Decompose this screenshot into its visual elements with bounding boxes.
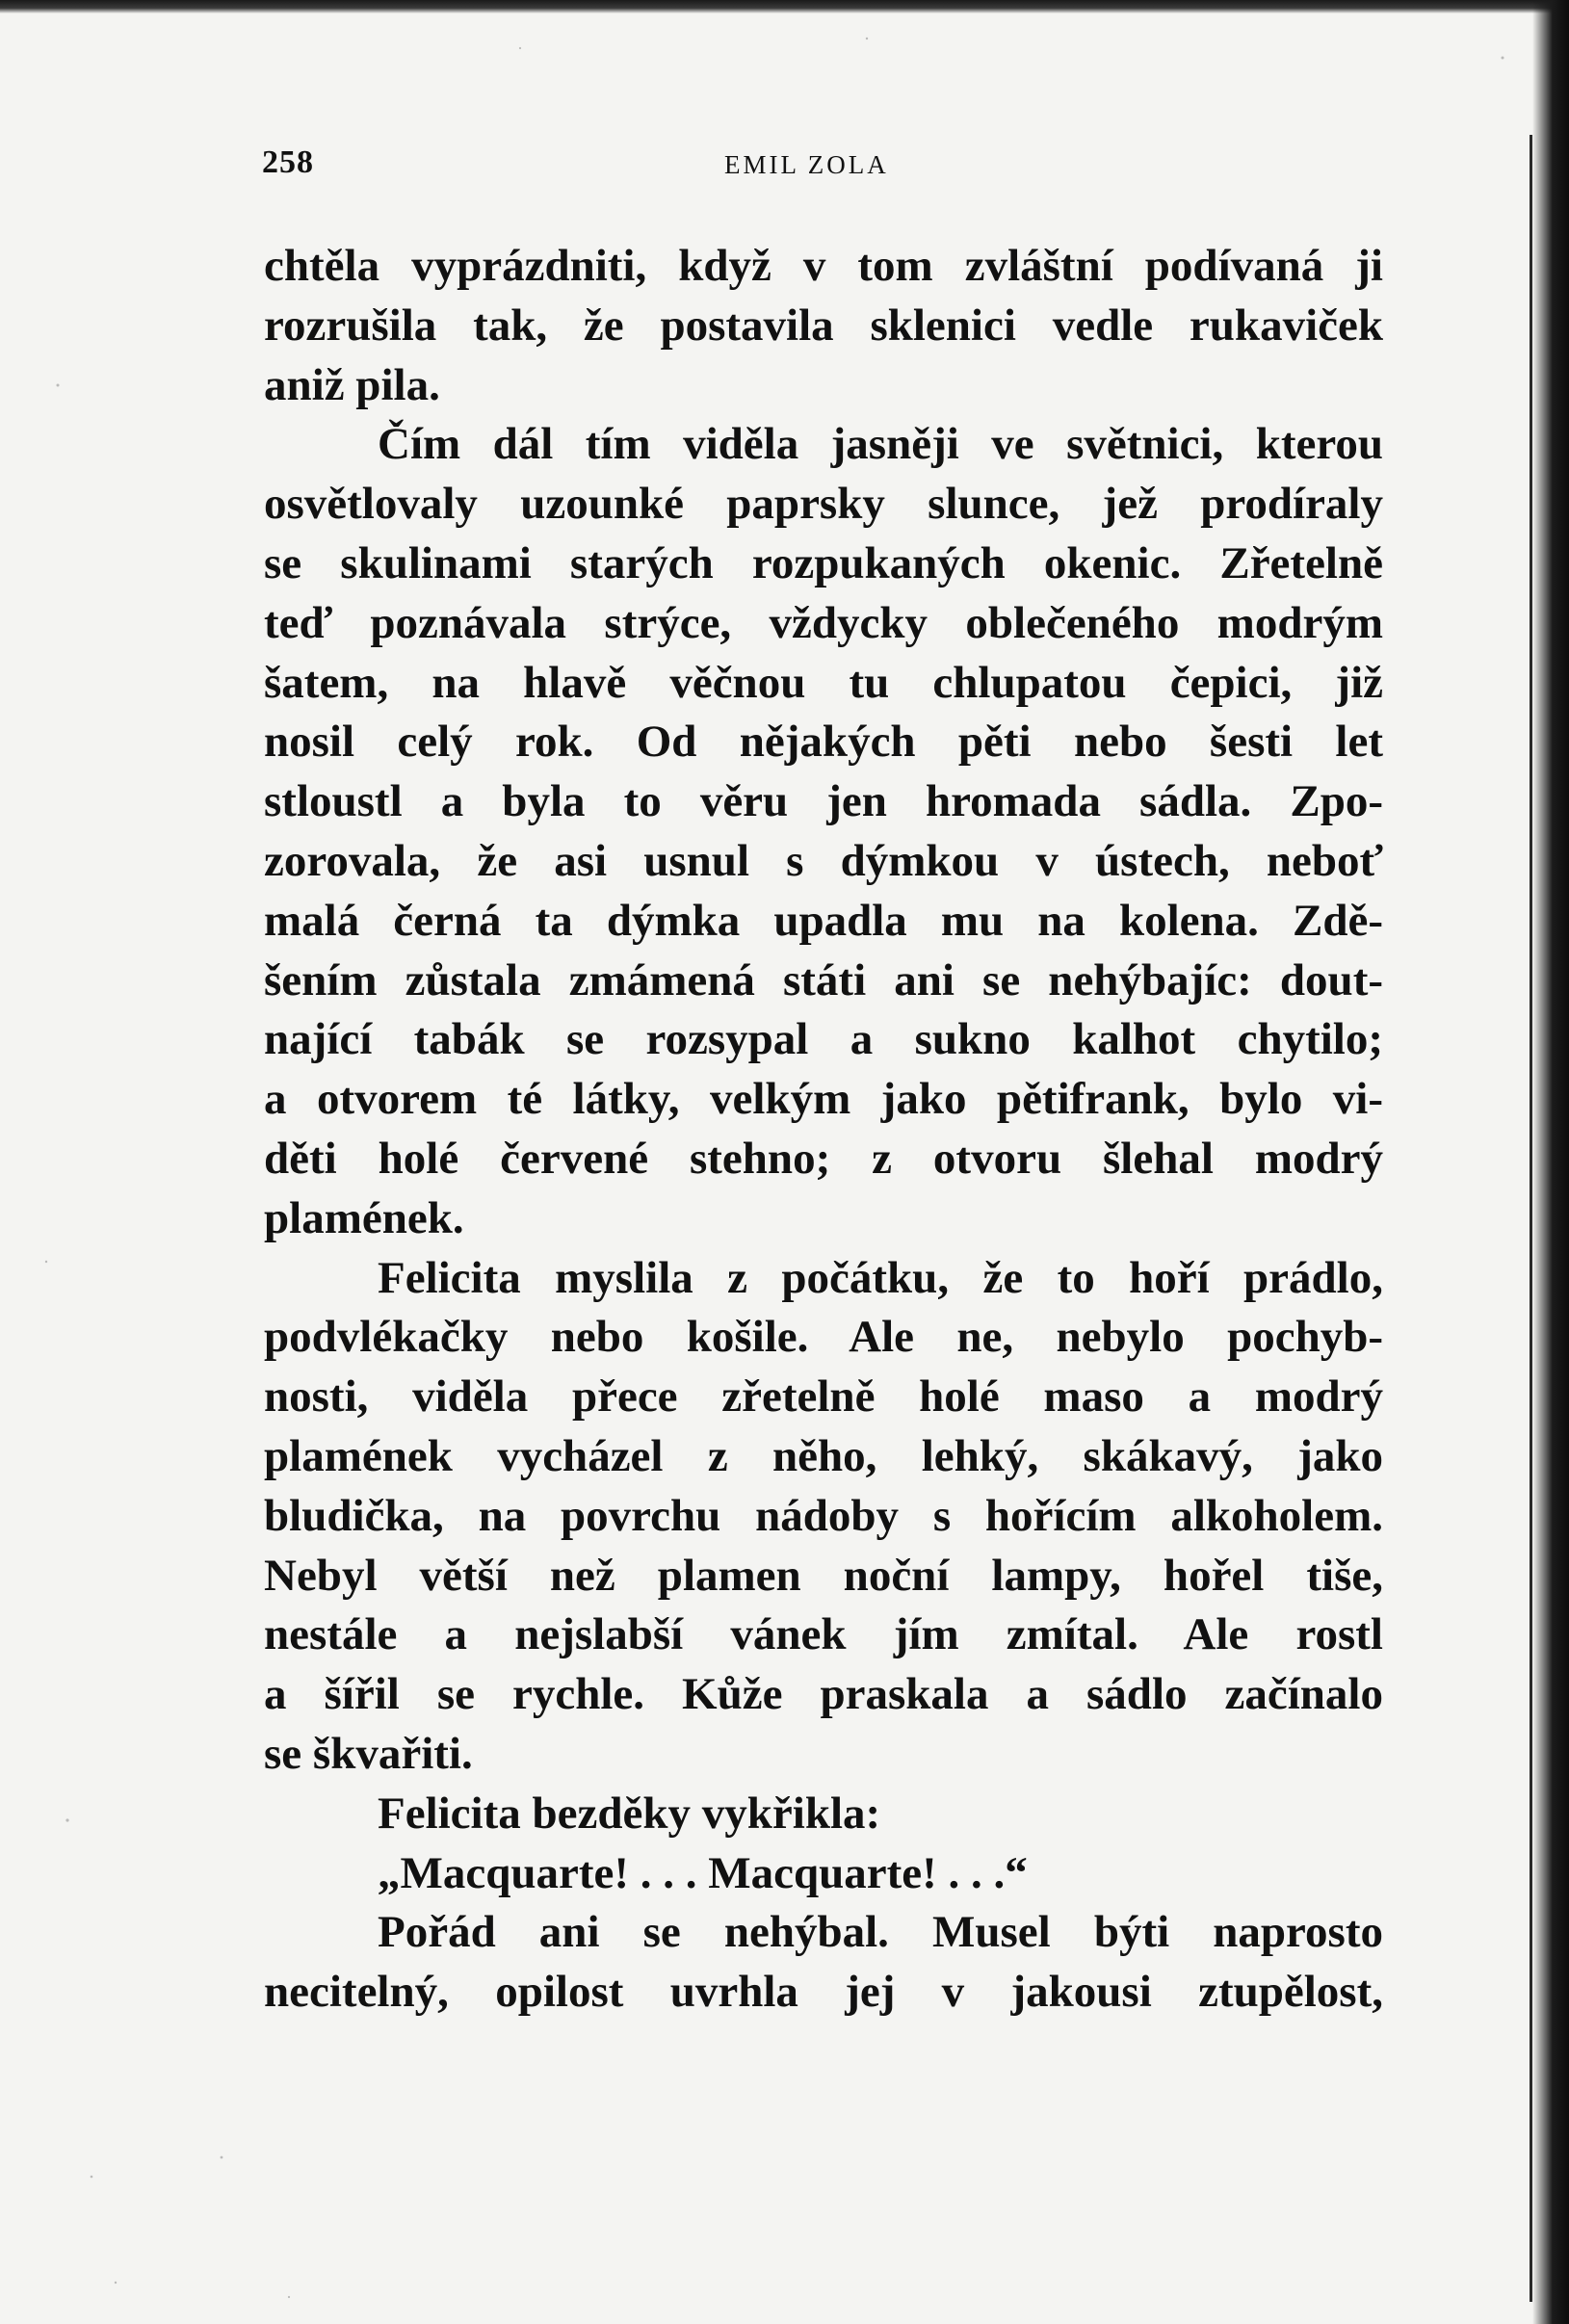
text-line: nající tabák se rozsypal a sukno kalhot chytilo; xyxy=(264,1014,1383,1065)
text-line: a šířil se rychle. Kůže praskala a sádlo začínalo xyxy=(264,1669,1383,1720)
text-line: Felicita myslila z počátku, že to hoří prádlo, xyxy=(378,1252,1383,1303)
text-line: teď poznávala strýce, vždycky oblečeného modrým xyxy=(264,597,1383,648)
running-header xyxy=(262,144,1437,183)
text-line: bludička, na povrchu nádoby s hořícím alkoholem. xyxy=(264,1490,1383,1541)
text-line: Nebyl větší než plamen noční lampy, hořel tiše, xyxy=(264,1550,1383,1601)
text-line: malá černá ta dýmka upadla mu na kolena. Zdě- xyxy=(264,895,1383,946)
text-line: plamének vycházel z něho, lehký, skákavý, jako xyxy=(264,1430,1383,1481)
scan-binding-shadow xyxy=(1530,135,1532,2302)
running-title: EMIL ZOLA xyxy=(724,150,889,179)
text-line: necitelný, opilost uvrhla jej v jakousi ztupělost, xyxy=(264,1967,1383,2018)
text-line: „Macquarte! . . . Macquarte! . . .“ xyxy=(378,1847,1028,1898)
text-line: chtěla vyprázdniti, když v tom zvláštní podívaná ji xyxy=(264,241,1383,291)
text-line: Felicita bezděky vykřikla: xyxy=(378,1788,881,1839)
page-number: 258 xyxy=(262,144,314,180)
text-line: a otvorem té látky, velkým jako pětifrank, bylo vi- xyxy=(264,1074,1383,1125)
text-line: nosti, viděla přece zřetelně holé maso a modrý xyxy=(264,1371,1383,1423)
text-line: děti holé červené stehno; z otvoru šlehal modrý xyxy=(264,1133,1383,1184)
text-line: zorovala, že asi usnul s dýmkou v ústech, neboť xyxy=(264,835,1383,886)
text-line: nosil celý rok. Od nějakých pěti nebo šesti let xyxy=(264,717,1383,768)
text-line: rozrušila tak, že postavila sklenici vedle rukaviček xyxy=(264,300,1383,351)
text-line: aniž pila. xyxy=(264,359,440,410)
text-line: šatem, na hlavě věčnou tu chlupatou čepici, již xyxy=(264,657,1383,708)
text-line: osvětlovaly uzounké paprsky slunce, jež prodíraly xyxy=(264,479,1383,530)
text-line: Pořád ani se nehýbal. Musel býti naprosto xyxy=(378,1907,1383,1958)
scan-right-edge xyxy=(1532,0,1569,2324)
text-line: plamének. xyxy=(264,1192,464,1243)
text-line: se škvařiti. xyxy=(264,1728,473,1779)
text-line: se skulinami starých rozpukaných okenic. Zřetelně xyxy=(264,537,1383,588)
text-line: stloustl a byla to věru jen hromada sádla. Zpo- xyxy=(264,776,1383,827)
text-line: nestále a nejslabší vánek jím zmítal. Ale rostl xyxy=(264,1609,1383,1660)
text-line: šením zůstala zmámená státi ani se nehýbajíc: dout- xyxy=(264,954,1383,1005)
text-line: Čím dál tím viděla jasněji ve světnici, kterou xyxy=(378,419,1383,470)
body-text xyxy=(264,237,1383,2023)
text-line: podvlékačky nebo košile. Ale ne, nebylo pochyb- xyxy=(264,1312,1383,1363)
scan-top-edge xyxy=(0,0,1569,13)
